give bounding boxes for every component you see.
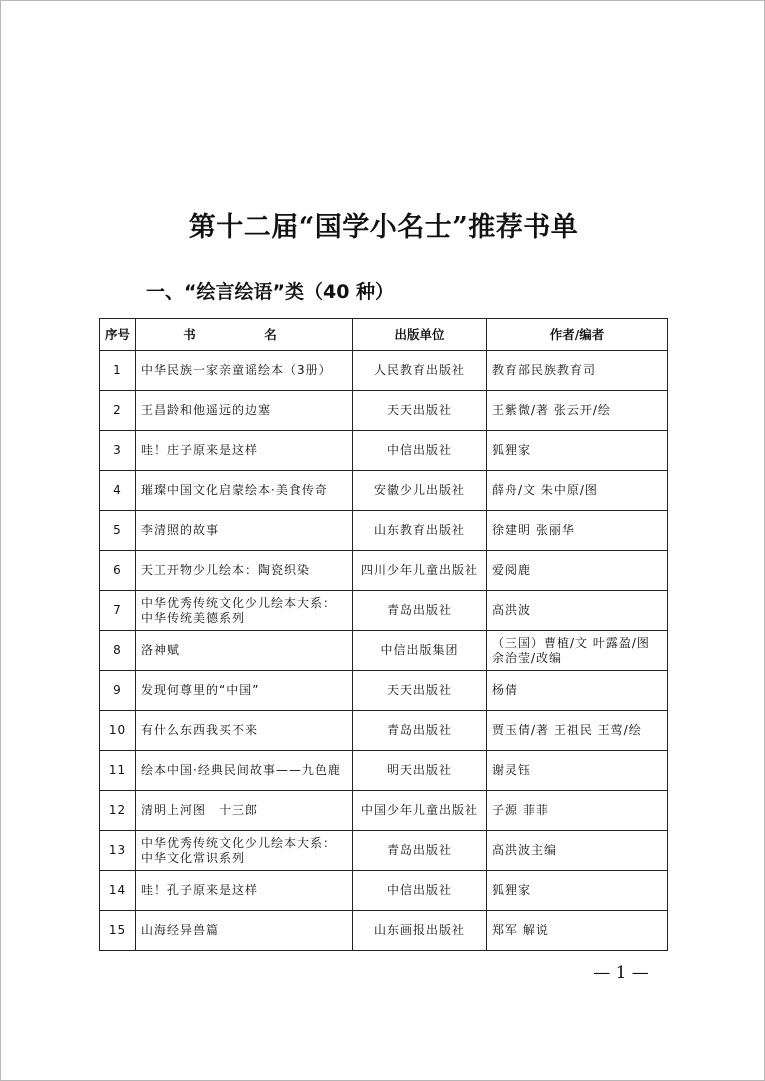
table-row [100, 751, 668, 791]
publisher-name: 明天出版社 [353, 751, 487, 791]
author-name: 教育部民族教育司 [487, 351, 668, 391]
row-number: 12 [100, 791, 136, 831]
author-name: 郑军 解说 [487, 911, 668, 951]
section-heading: 一、“绘言绘语”类（40 种） [146, 281, 395, 303]
publisher-name: 中信出版社 [353, 431, 487, 471]
publisher-name: 中国少年儿童出版社 [353, 791, 487, 831]
author-name: 贾玉倩/著 王祖民 王莺/绘 [487, 711, 668, 751]
row-number: 4 [100, 471, 136, 511]
row-number: 5 [100, 511, 136, 551]
table-row [100, 831, 668, 871]
author-name: 高洪波主编 [487, 831, 668, 871]
publisher-name: 中信出版集团 [353, 631, 487, 671]
book-name: 有什么东西我买不来 [136, 711, 353, 751]
author-name: 狐狸家 [487, 431, 668, 471]
header-publisher: 出版单位 [353, 319, 487, 351]
book-name: 洛神赋 [136, 631, 353, 671]
publisher-name: 青岛出版社 [353, 711, 487, 751]
book-name: 中华民族一家亲童谣绘本（3册） [136, 351, 353, 391]
table-row [100, 791, 668, 831]
header-book-name: 书 名 [136, 319, 353, 351]
book-name: 中华优秀传统文化少儿绘本大系：中华文化常识系列 [136, 831, 353, 871]
row-number: 9 [100, 671, 136, 711]
author-name: 杨倩 [487, 671, 668, 711]
row-number: 13 [100, 831, 136, 871]
book-name: 发现何尊里的“中国” [136, 671, 353, 711]
book-name: 山海经异兽篇 [136, 911, 353, 951]
publisher-name: 山东画报出版社 [353, 911, 487, 951]
publisher-name: 青岛出版社 [353, 591, 487, 631]
author-name: （三国）曹植/文 叶露盈/图 余治莹/改编 [487, 631, 668, 671]
book-list-table [99, 318, 668, 951]
book-name: 绘本中国·经典民间故事——九色鹿 [136, 751, 353, 791]
author-name: 爱阅鹿 [487, 551, 668, 591]
book-name: 清明上河图 十三郎 [136, 791, 353, 831]
book-name: 李清照的故事 [136, 511, 353, 551]
table-row [100, 471, 668, 511]
table-row [100, 911, 668, 951]
author-name: 王紫微/著 张云开/绘 [487, 391, 668, 431]
author-name: 徐建明 张丽华 [487, 511, 668, 551]
header-no: 序号 [100, 319, 136, 351]
table-row [100, 551, 668, 591]
table-header-row [100, 319, 668, 351]
book-name: 璀璨中国文化启蒙绘本·美食传奇 [136, 471, 353, 511]
document-title: 第十二届“国学小名士”推荐书单 [188, 212, 579, 243]
author-name: 谢灵钰 [487, 751, 668, 791]
row-number: 1 [100, 351, 136, 391]
table-row [100, 671, 668, 711]
book-name: 中华优秀传统文化少儿绘本大系：中华传统美德系列 [136, 591, 353, 631]
publisher-name: 安徽少儿出版社 [353, 471, 487, 511]
table-row [100, 431, 668, 471]
table-row [100, 391, 668, 431]
table-row [100, 631, 668, 671]
row-number: 7 [100, 591, 136, 631]
page-number: — 1 — [593, 963, 649, 983]
row-number: 3 [100, 431, 136, 471]
author-name: 狐狸家 [487, 871, 668, 911]
publisher-name: 中信出版社 [353, 871, 487, 911]
row-number: 2 [100, 391, 136, 431]
publisher-name: 天天出版社 [353, 391, 487, 431]
author-name: 高洪波 [487, 591, 668, 631]
book-name: 王昌龄和他遥远的边塞 [136, 391, 353, 431]
book-name: 天工开物少儿绘本：陶瓷织染 [136, 551, 353, 591]
table-row [100, 351, 668, 391]
publisher-name: 天天出版社 [353, 671, 487, 711]
row-number: 11 [100, 751, 136, 791]
table-row [100, 871, 668, 911]
publisher-name: 青岛出版社 [353, 831, 487, 871]
table-row [100, 591, 668, 631]
author-name: 薛舟/文 朱中原/图 [487, 471, 668, 511]
publisher-name: 人民教育出版社 [353, 351, 487, 391]
header-author: 作者/编者 [487, 319, 668, 351]
row-number: 10 [100, 711, 136, 751]
table-row [100, 511, 668, 551]
publisher-name: 四川少年儿童出版社 [353, 551, 487, 591]
author-name: 子源 菲菲 [487, 791, 668, 831]
table-row [100, 711, 668, 751]
book-name: 哇！孔子原来是这样 [136, 871, 353, 911]
row-number: 14 [100, 871, 136, 911]
row-number: 15 [100, 911, 136, 951]
publisher-name: 山东教育出版社 [353, 511, 487, 551]
row-number: 8 [100, 631, 136, 671]
row-number: 6 [100, 551, 136, 591]
book-name: 哇！庄子原来是这样 [136, 431, 353, 471]
